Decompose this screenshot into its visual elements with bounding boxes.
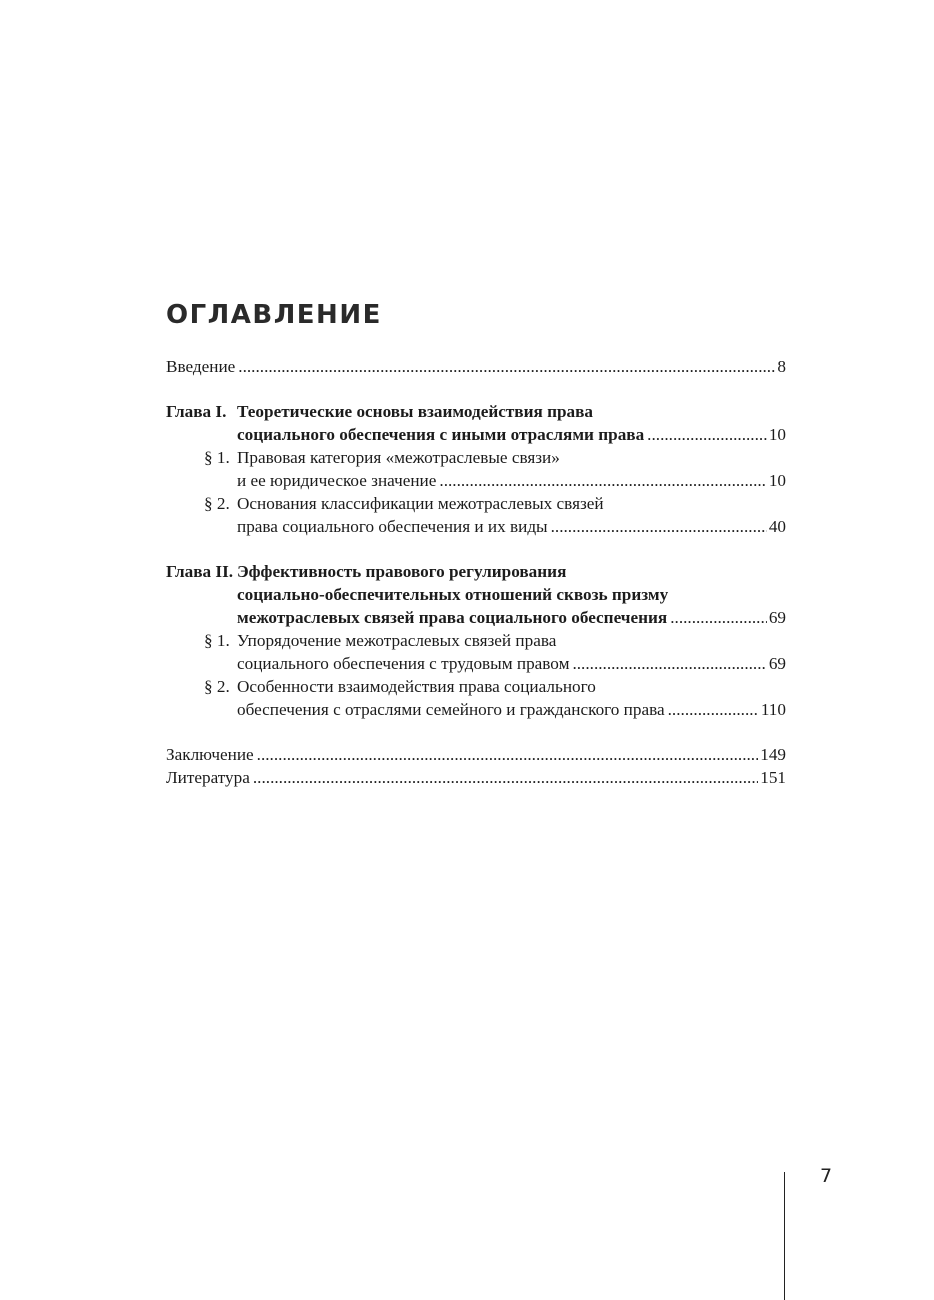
toc-entry-title: Заключение	[166, 745, 254, 764]
toc-heading: ОГЛАВЛЕНИЕ	[166, 300, 382, 330]
toc-entry-intro[interactable]	[166, 355, 786, 378]
leader-dots	[668, 698, 759, 721]
chapter-label: Глава II.	[166, 562, 234, 581]
page-number: 7	[820, 1165, 833, 1187]
toc-page-number: 40	[768, 517, 786, 536]
chapter-title-line: социально-обеспечительных отношений сквозь призму	[237, 585, 669, 604]
leader-dots	[253, 766, 758, 789]
chapter-1-line-1[interactable]	[166, 400, 786, 423]
toc-page-number: 10	[768, 471, 786, 490]
section-2-1-line-2[interactable]	[166, 652, 786, 675]
toc-entry-title: Введение	[166, 357, 236, 376]
section-1-2-line-1[interactable]	[166, 492, 786, 515]
section-label: § 1.	[204, 631, 230, 650]
section-title-line: обеспечения с отраслями семейного и гражданского права	[237, 700, 665, 719]
toc-page-number: 10	[768, 425, 786, 444]
chapter-title-line: Теоретические основы взаимодействия права	[237, 402, 594, 421]
section-label: § 2.	[204, 494, 230, 513]
leader-dots	[257, 743, 759, 766]
leader-dots	[238, 355, 775, 378]
section-title-line: социального обеспечения с трудовым правом	[237, 654, 570, 673]
section-1-1-line-2[interactable]	[166, 469, 786, 492]
section-title-line: Упорядочение межотраслевых связей права	[237, 631, 557, 650]
chapter-1-line-2[interactable]	[166, 423, 786, 446]
chapter-2-line-1[interactable]	[166, 560, 786, 583]
toc-page-number: 8	[777, 357, 786, 376]
section-title-line: и ее юридическое значение	[237, 471, 437, 490]
section-1-2-line-2[interactable]	[166, 515, 786, 538]
section-2-2-line-2[interactable]	[166, 698, 786, 721]
section-2-2-line-1[interactable]	[166, 675, 786, 698]
leader-dots	[670, 606, 767, 629]
section-title-line: Основания классификации межотраслевых связей	[237, 494, 604, 513]
section-2-1-line-1[interactable]	[166, 629, 786, 652]
toc-page-number: 110	[760, 700, 786, 719]
toc-page-number: 69	[768, 608, 786, 627]
toc-page-number: 151	[760, 768, 786, 787]
toc-page-number: 149	[760, 745, 786, 764]
chapter-title-line: социального обеспечения с иными отраслями права	[237, 425, 645, 444]
section-title-line: Правовая категория «межотраслевые связи»	[237, 448, 560, 467]
chapter-title-line: межотраслевых связей права социального обеспечения	[237, 608, 668, 627]
leader-dots	[551, 515, 767, 538]
section-label: § 2.	[204, 677, 230, 696]
section-1-1-line-1[interactable]	[166, 446, 786, 469]
section-title-line: права социального обеспечения и их виды	[237, 517, 548, 536]
toc-entry-literature[interactable]	[166, 766, 786, 789]
toc-entry-conclusion[interactable]	[166, 743, 786, 766]
toc-entry-title: Литература	[166, 768, 250, 787]
chapter-title-line: Эффективность правового регулирования	[237, 562, 567, 581]
chapter-2-line-2[interactable]	[166, 583, 786, 606]
chapter-label: Глава I.	[166, 402, 227, 421]
section-label: § 1.	[204, 448, 230, 467]
toc-page-number: 69	[768, 654, 786, 673]
table-of-contents	[166, 355, 786, 789]
leader-dots	[647, 423, 767, 446]
chapter-2-line-3[interactable]	[166, 606, 786, 629]
section-title-line: Особенности взаимодействия права социального	[237, 677, 596, 696]
leader-dots	[572, 652, 766, 675]
margin-rule	[784, 1172, 785, 1300]
leader-dots	[439, 469, 766, 492]
